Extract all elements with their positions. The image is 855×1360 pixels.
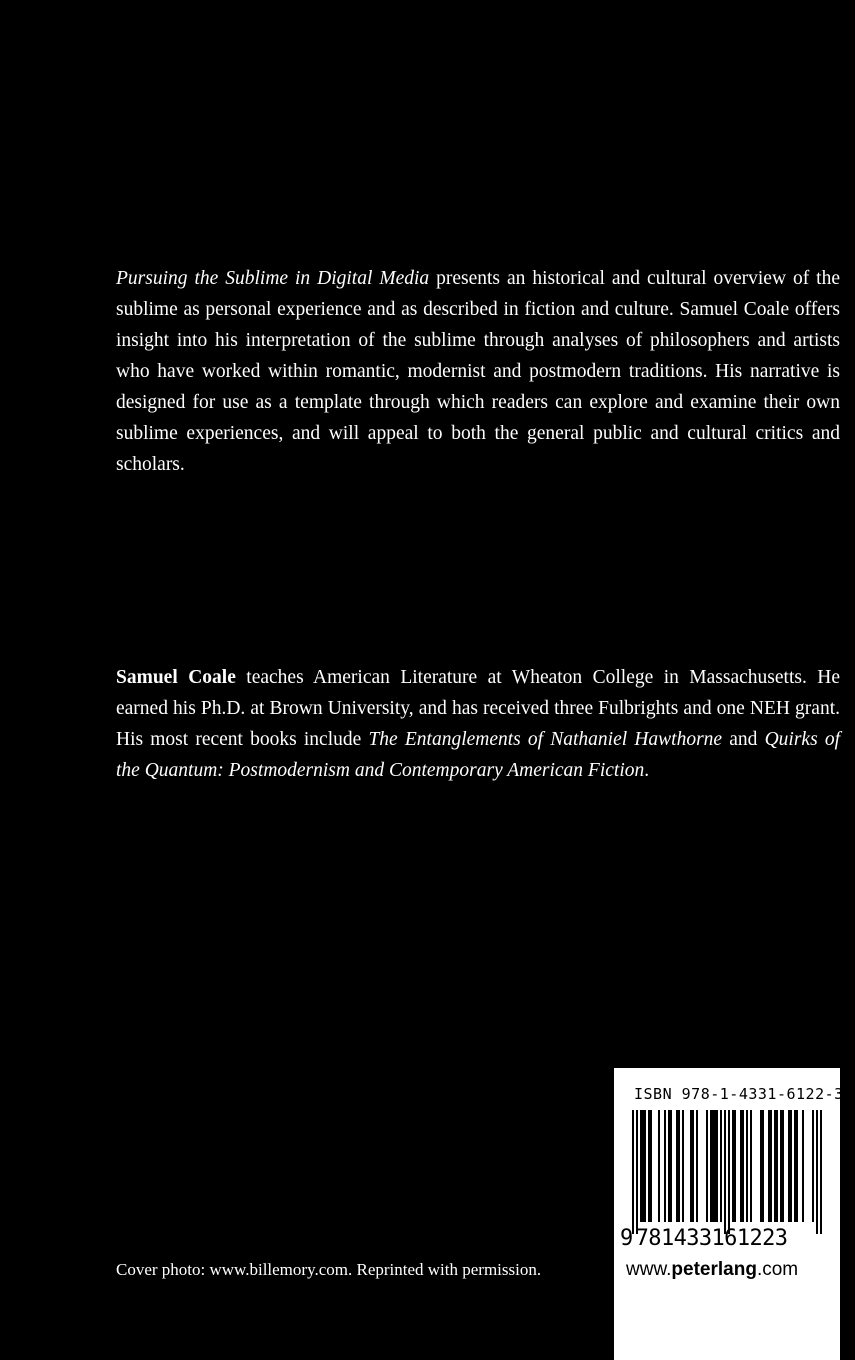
barcode-right-digits: 161223 [711,1226,788,1251]
barcode-lead-digit: 9 [620,1226,633,1251]
barcode-bar-6 [668,1110,672,1222]
barcode-bar-11 [706,1110,708,1222]
author-name: Samuel Coale [116,667,236,688]
barcode-bar-16 [732,1110,736,1222]
barcode [614,1068,840,1360]
barcode-bar-23 [780,1110,784,1222]
barcode-bar-25 [794,1110,798,1222]
barcode-bar-3 [648,1110,652,1222]
url-name: peterlang [671,1259,757,1280]
barcode-bar-15 [728,1110,730,1234]
barcode-panel [614,1068,844,1360]
book-title-1: The Entanglements of Nathaniel Hawthorne [368,729,723,750]
barcode-bar-29 [820,1110,822,1234]
bio-text-1: teaches American Literature at Wheaton College in Massachusetts. He earned his Ph.D. at Brown University, and has received three Fulbrights and one NEH grant. His most recent books include [116,667,840,750]
bio-text-2: and [722,729,765,750]
barcode-bar-20 [760,1110,764,1222]
book-title-2: Quirks of the Quantum: Postmodernism and Contemporary American Fiction [116,729,841,781]
barcode-bar-27 [812,1110,814,1222]
barcode-bar-18 [746,1110,748,1222]
book-title: Pursuing the Sublime in Digital Media [116,268,430,289]
barcode-bar-12 [710,1110,718,1222]
barcode-bar-28 [816,1110,818,1234]
barcode-bar-8 [682,1110,684,1222]
barcode-bar-26 [802,1110,804,1222]
url-suffix: .com [756,1259,799,1280]
bio-text-3: . [644,760,650,781]
barcode-bar-21 [768,1110,772,1222]
publisher-url [626,1259,798,1281]
barcode-bar-14 [724,1110,726,1234]
url-prefix: www. [626,1259,672,1280]
barcode-digits [620,1226,816,1251]
description-text: presents an historical and cultural overview of the sublime as personal experience and as described in fiction and culture. Samuel Coale offers insight into his interpretation of the sublime through analyses of philosophers and artists who have worked within romantic, modernist and postmodern traditions. His narrative is designed for use as a template through which readers can explore and examine their own sublime experiences, and will appeal to both the general public and cultural critics and scholars. [116,268,841,475]
barcode-bar-2 [640,1110,646,1222]
author-bio [116,662,840,786]
barcode-bar-13 [720,1110,722,1222]
isbn-label: ISBN 978-1-4331-6122-3 [634,1085,844,1103]
barcode-bar-1 [636,1110,638,1234]
barcode-bar-10 [696,1110,698,1222]
barcode-bar-9 [690,1110,694,1222]
barcode-bar-17 [740,1110,744,1222]
photo-credit: Cover photo: www.billemory.com. Reprinted with permission. [116,1260,542,1279]
barcode-bar-4 [658,1110,660,1222]
barcode-bar-24 [788,1110,792,1222]
barcode-bar-7 [676,1110,680,1222]
barcode-bar-22 [774,1110,778,1222]
barcode-bar-19 [750,1110,752,1222]
barcode-bar-5 [664,1110,666,1222]
barcode-bar-0 [632,1110,634,1234]
book-description [116,263,840,480]
barcode-left-digits: 781433 [635,1226,712,1251]
